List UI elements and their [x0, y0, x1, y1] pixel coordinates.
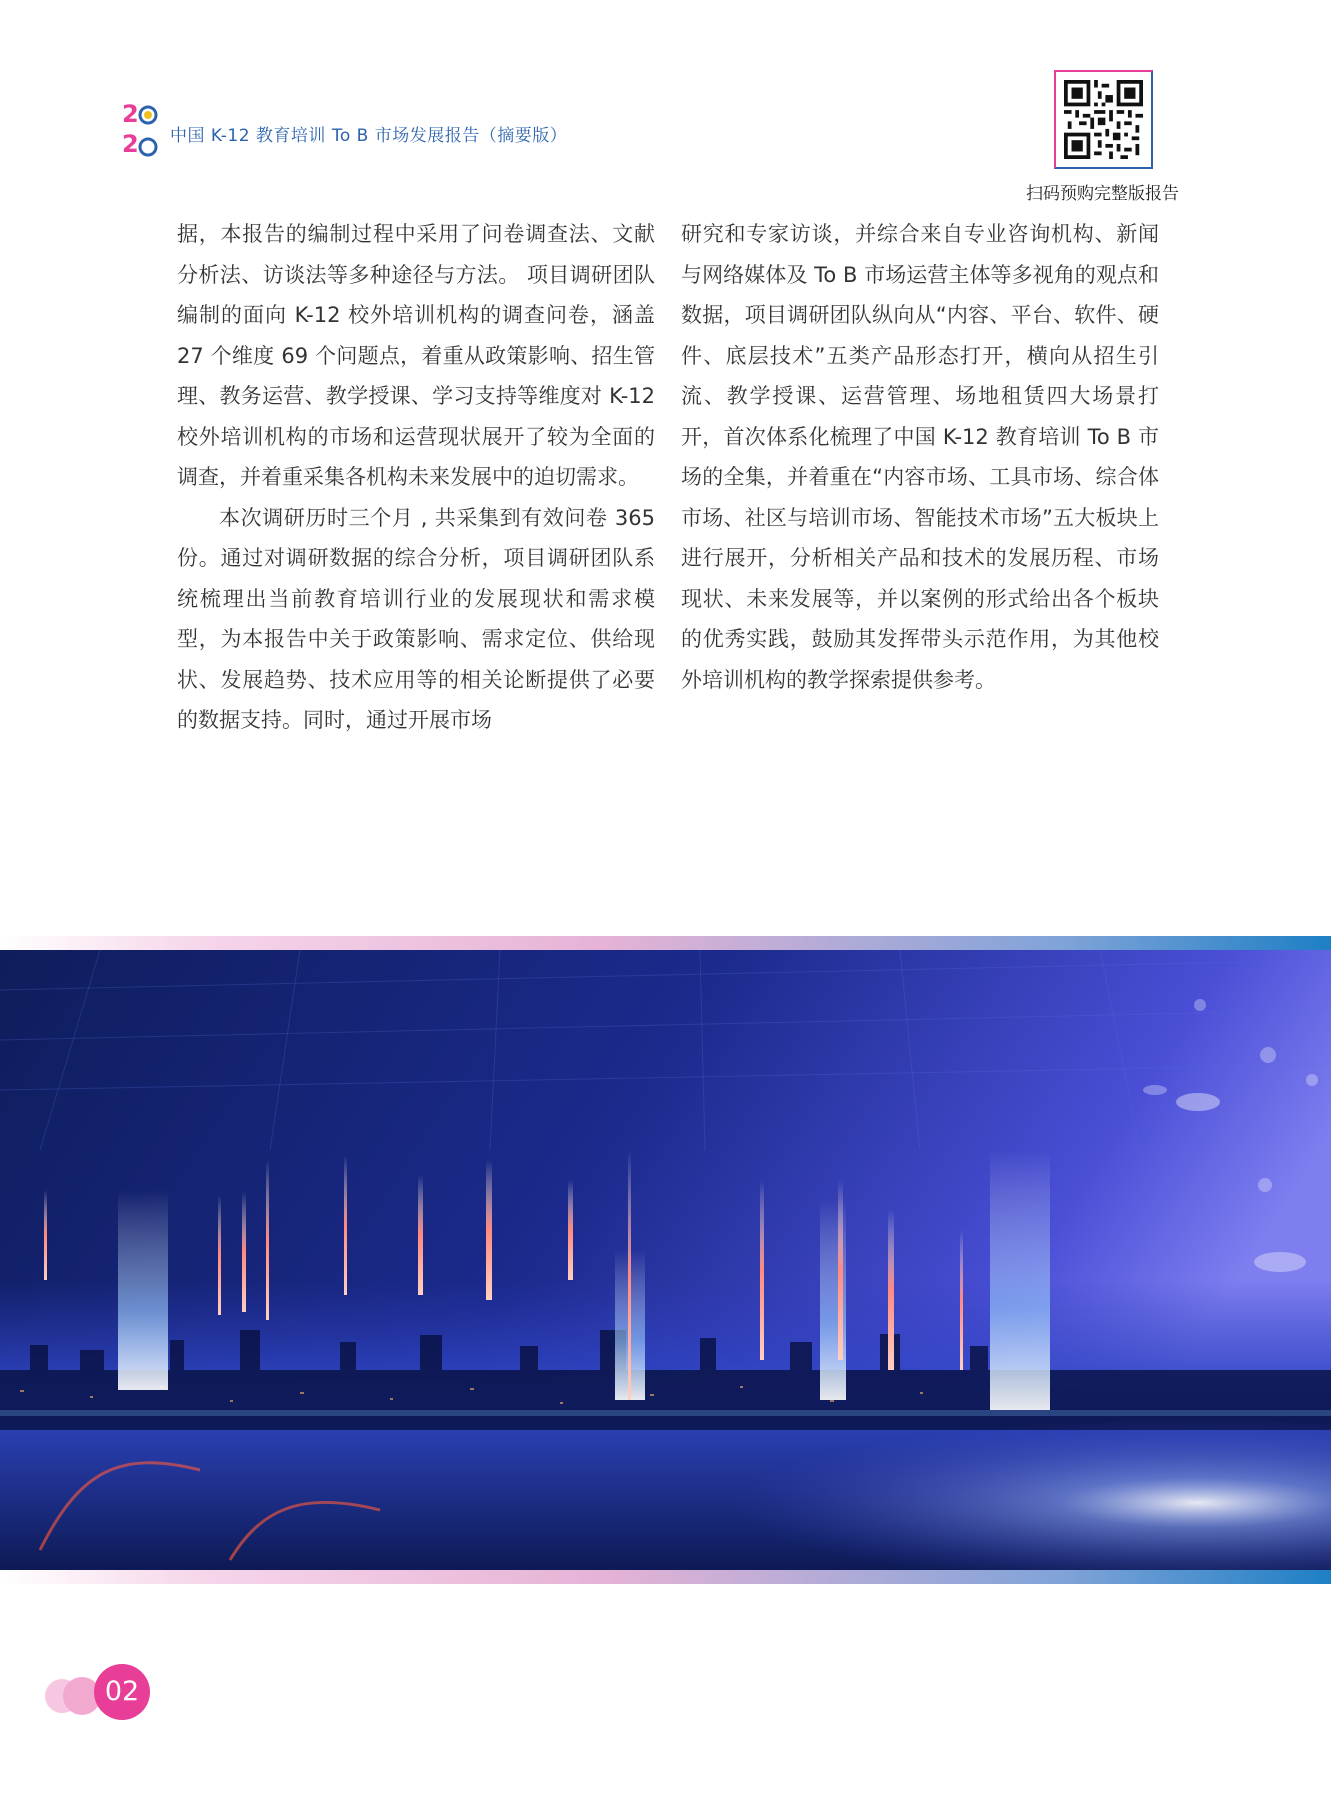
logo-digit-1: 2: [122, 100, 139, 128]
page-number: 02: [94, 1664, 150, 1720]
right-column: [681, 214, 1159, 700]
banner-top-stripe: [0, 936, 1331, 950]
logo-globe-core: [144, 111, 152, 119]
qr-code[interactable]: [1054, 70, 1153, 169]
report-title: 中国 K-12 教育培训 To B 市场发展报告（摘要版）: [170, 126, 568, 146]
qr-caption: 扫码预购完整版报告: [1026, 184, 1179, 204]
banner-bottom-stripe: [0, 1570, 1331, 1584]
logo-digit-3: 2: [122, 130, 139, 158]
city-skyline-illustration: [0, 950, 1331, 1570]
paragraph: 据，本报告的编制过程中采用了问卷调查法、文献分析法、访谈法等多种途径与方法。 项目调研团队编制的面向 K-12 校外培训机构的调查问卷，涵盖 27 个维度 69 个问题点，着重从政策影响、招生管理、教务运营、教学授课、学习支持等维度对 K-12 校外培训机构的市场和运营现状展开了较为全面的调查，并着重采集各机构未来发展中的迫切需求。: [177, 222, 655, 489]
left-column: [177, 214, 655, 741]
qr-code-icon: [1064, 80, 1143, 159]
logo-ring-icon: [140, 139, 156, 155]
paragraph: 本次调研历时三个月 , 共采集到有效问卷 365 份。通过对调研数据的综合分析，项目调研团队系统梳理出当前教育培训行业的发展现状和需求模型，为本报告中关于政策影响、需求定位、供给现状、发展趋势、技术应用等的相关论断提供了必要的数据支持。同时，通过开展市场: [177, 505, 655, 732]
city-tech-banner-image: [0, 950, 1331, 1570]
paragraph: 研究和专家访谈，并综合来自专业咨询机构、新闻与网络媒体及 To B 市场运营主体等多视角的观点和数据，项目调研团队纵向从“内容、平台、软件、硬件、底层技术”五类产品形态打开，横向从招生引流、教学授课、运营管理、场地租赁四大场景打开，首次体系化梳理了中国 K-12 教育培训 To B 市场的全集，并着重在“内容市场、工具市场、综合体市场、社区与培训市场、智能技术市场”五大板块上进行展开，分析相关产品和技术的发展历程、市场现状、未来发展等，并以案例的形式给出各个板块的优秀实践，鼓励其发挥带头示范作用，为其他校外培训机构的教学探索提供参考。: [681, 222, 1159, 692]
report-2020-logo: [120, 100, 164, 162]
